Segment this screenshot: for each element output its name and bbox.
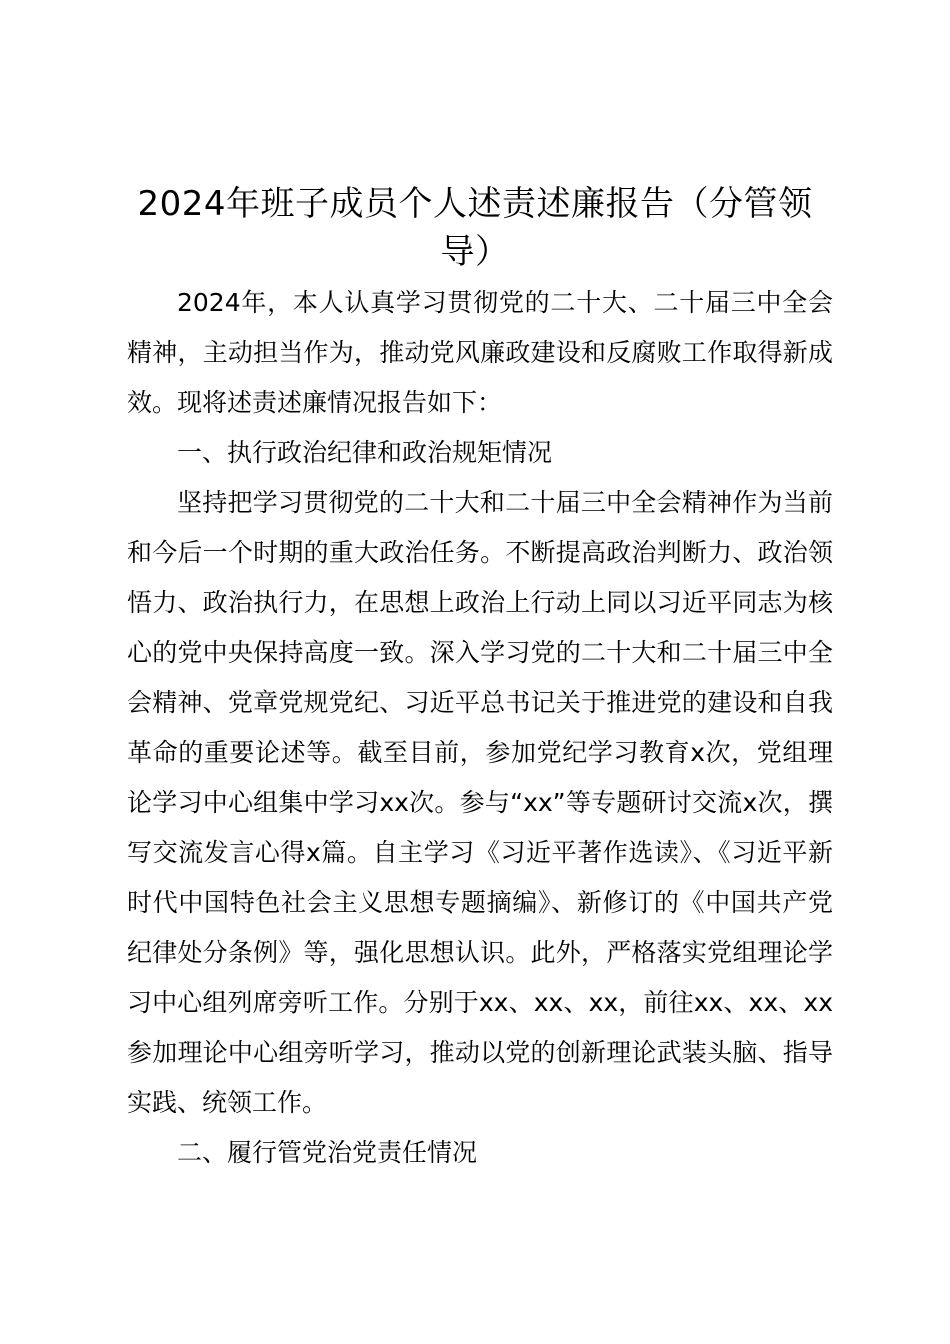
intro-paragraph: 2024年，本人认真学习贯彻党的二十大、二十届三中全会精神，主动担当作为，推动党风廉政建设和反腐败工作取得新成效。现将述责述廉情况报告如下：	[127, 288, 833, 417]
section-1-paragraph: 坚持把学习贯彻党的二十大和二十届三中全会精神作为当前和今后一个时期的重大政治任务。不断提高政治判断力、政治领悟力、政治执行力，在思想上政治上行动上同以习近平同志为核心的党中央保持高度一致。深入学习党的二十大和二十届三中全会精神、党章党规党纪、习近平总书记关于推进党的建设和自我革命的重要论述等。截至目前，参加党纪学习教育x次，党组理论学习中心组集中学习xx次。参与“xx”等专题研讨交流x次，撰写交流发言心得x篇。自主学习《习近平著作选读》、《习近平新时代中国特色社会主义思想专题摘编》、新修订的《中国共产党纪律处分条例》等，强化思想认识。此外，严格落实党组理论学习中心组列席旁听工作。分别于xx、xx、xx，前往xx、xx、xx参加理论中心组旁听学习，推动以党的创新理论武装头脑、指导实践、统领工作。	[127, 488, 833, 1117]
section-heading-2: 二、履行管党治党责任情况	[177, 1138, 478, 1167]
document-body	[127, 278, 833, 1178]
section-heading-1: 一、执行政治纪律和政治规矩情况	[177, 438, 553, 467]
document-title: 2024年班子成员个人述责述廉报告（分管领导）	[137, 184, 813, 272]
